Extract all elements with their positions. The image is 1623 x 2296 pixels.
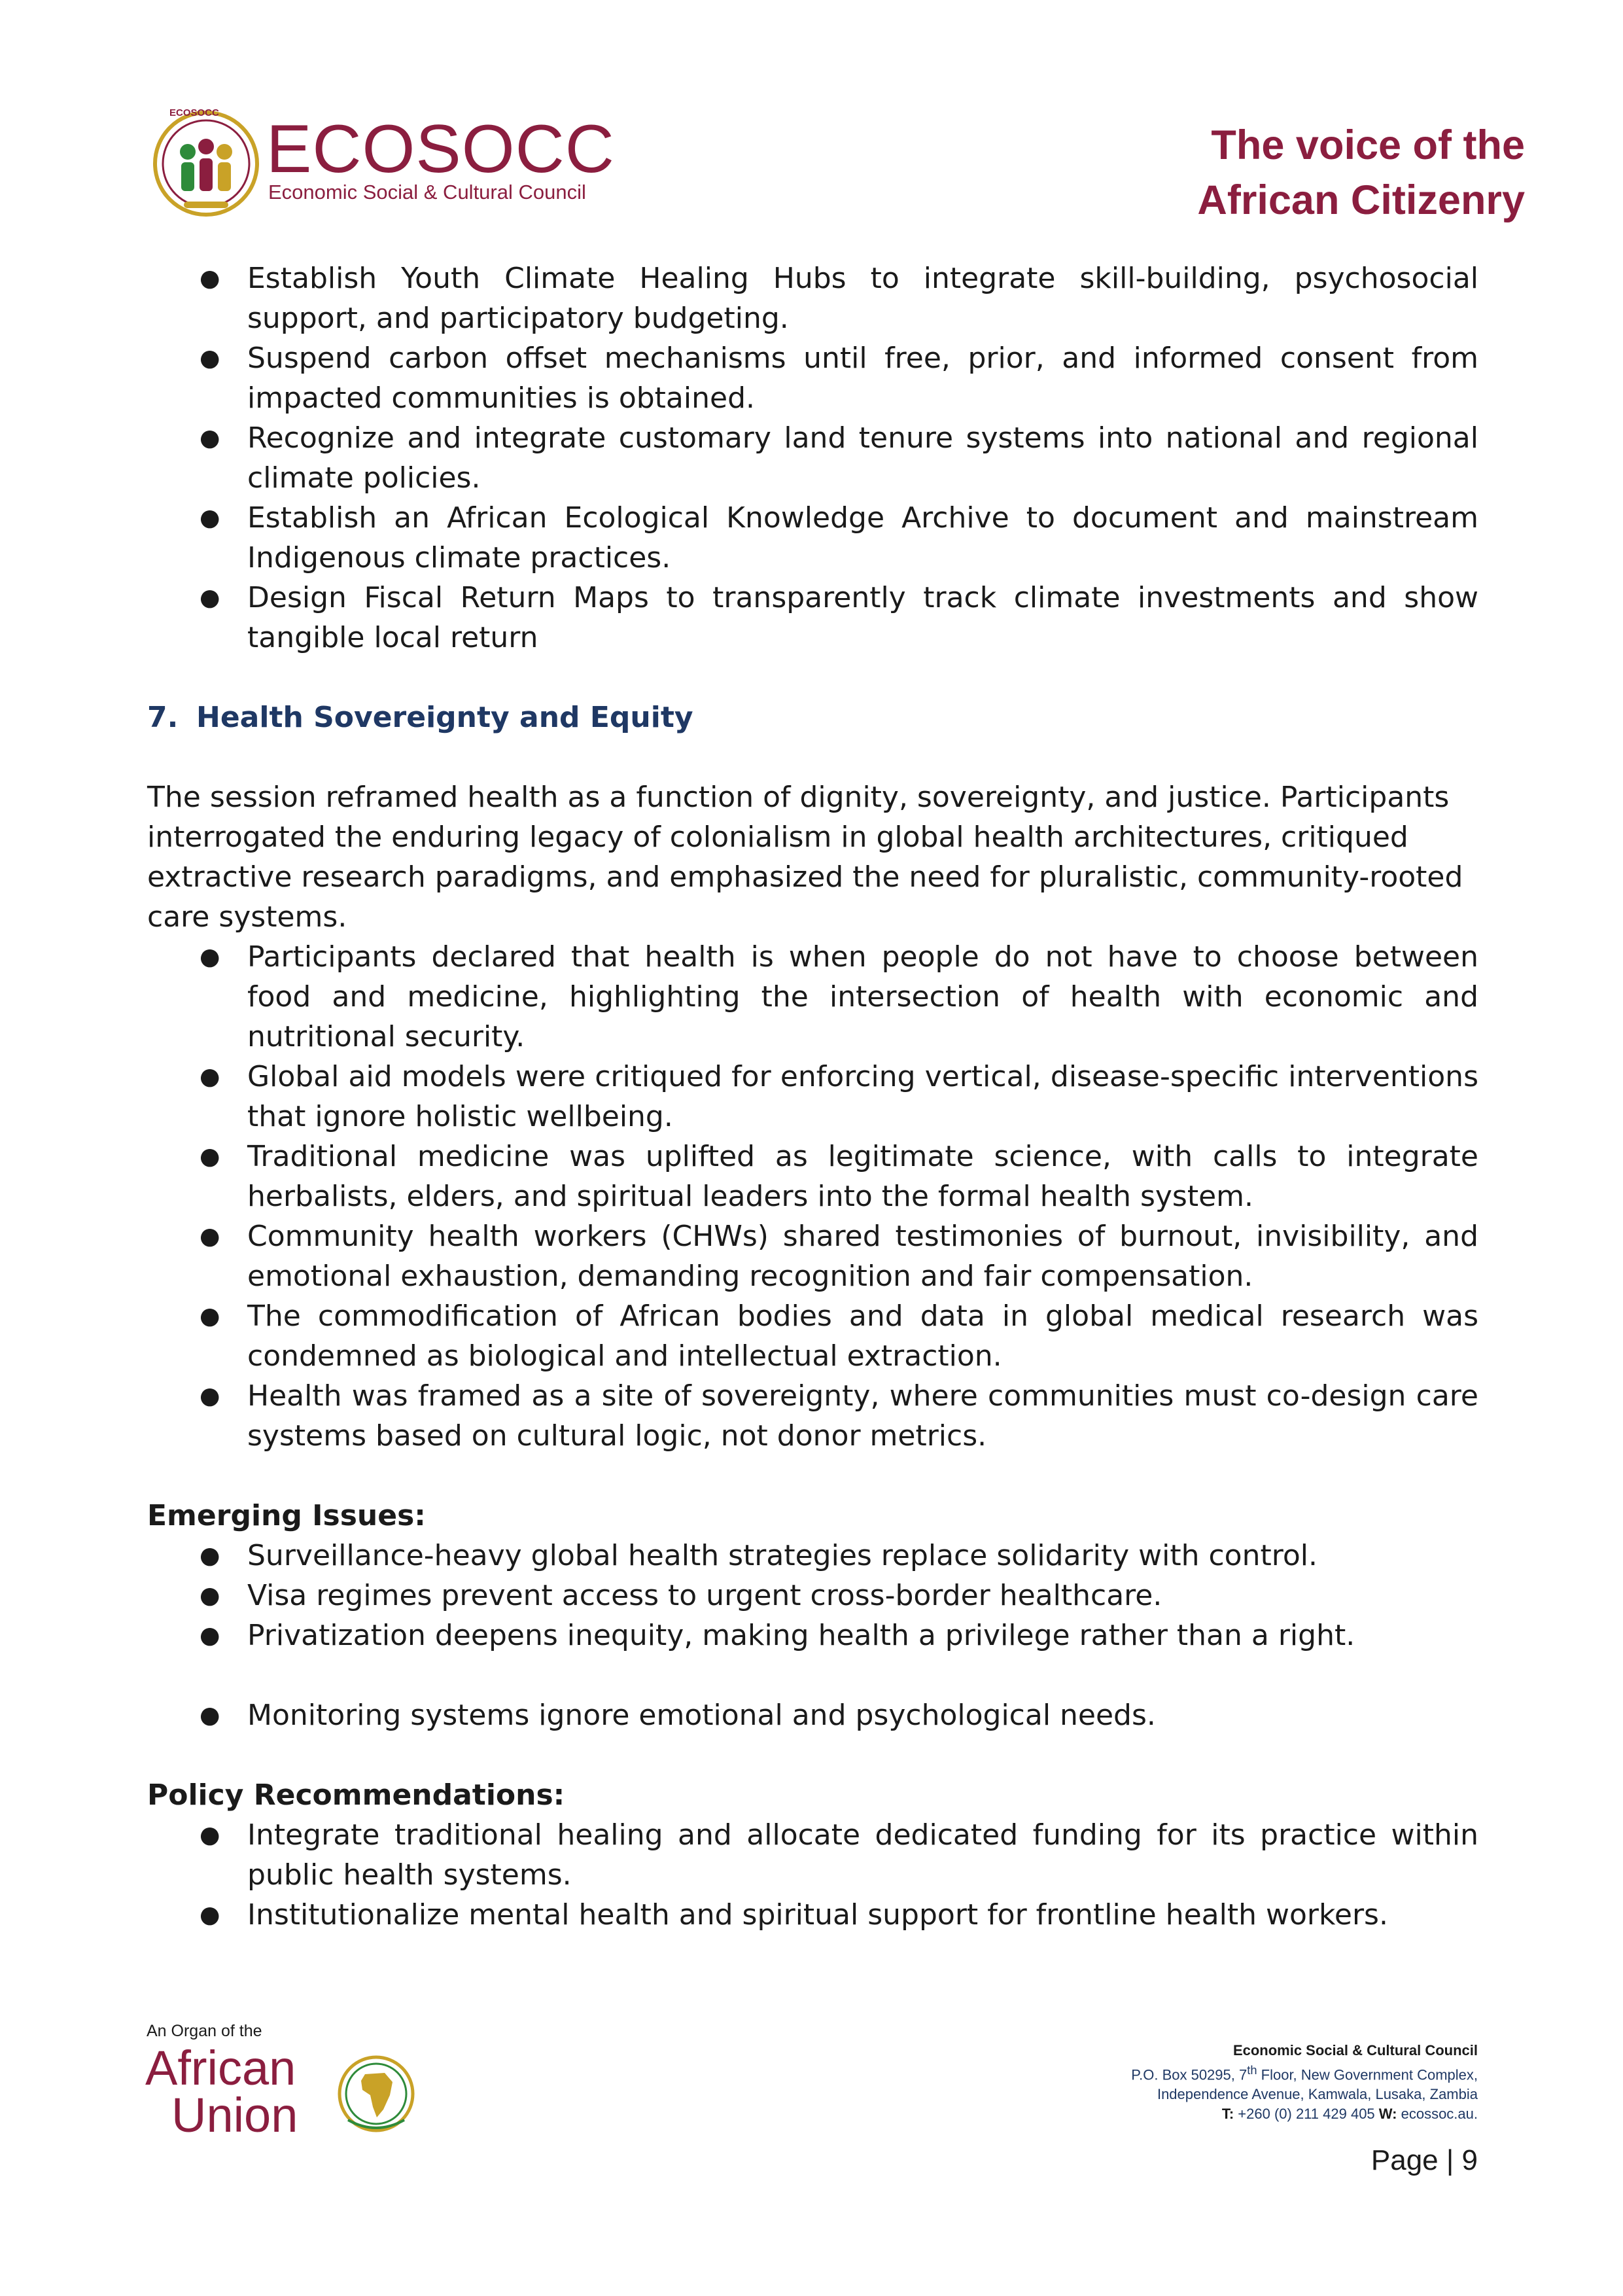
address-part: P.O. Box 50295, 7 (1131, 2066, 1248, 2083)
tagline-line-2: African Citizenry (1197, 177, 1525, 223)
section-number: 7. (147, 701, 179, 734)
au-union-label: Union (171, 2088, 298, 2142)
list-item (147, 1137, 1478, 1216)
au-organ-label: An Organ of the (147, 2022, 262, 2040)
au-african-label: African (145, 2041, 296, 2095)
logo-arc-text: ECOSOCC (169, 107, 219, 118)
tagline-line-1: The voice of the (1211, 122, 1525, 168)
health-findings-list (147, 937, 1478, 1456)
list-item-text: The commodification of African bodies and data in global medical research was condemned as biological and intellectual extraction. (247, 1299, 1478, 1373)
footer-address-line-1 (1131, 2060, 1478, 2085)
ecosocc-logo (147, 98, 615, 229)
list-item-text: Establish Youth Climate Healing Hubs to integrate skill-building, psychosocial support, and participatory budgeting. (247, 262, 1478, 335)
list-item (147, 1216, 1478, 1296)
bullet-icon: ● (200, 584, 220, 611)
bullet-icon: ● (200, 1143, 220, 1170)
list-item (147, 578, 1478, 658)
list-item (147, 1536, 1478, 1576)
list-item-text: Global aid models were critiqued for enforcing vertical, disease-specific interventions that ignore holistic wellbeing. (247, 1060, 1478, 1133)
policy-recommendations-heading: Policy Recommendations: (147, 1778, 565, 1812)
phone-label: T: (1221, 2106, 1234, 2123)
list-item-text: Establish an African Ecological Knowledge Archive to document and mainstream Indigenous climate practices. (247, 501, 1478, 574)
list-item-text: Participants declared that health is when people do not have to choose between food and medicine, highlighting the intersection of health with economic and nutritional security. (247, 940, 1478, 1053)
address-sup: th (1247, 2063, 1257, 2077)
african-union-logo (145, 2022, 420, 2153)
bullet-icon: ● (200, 425, 220, 451)
bullet-icon: ● (200, 1542, 220, 1569)
header-tagline (1197, 118, 1525, 228)
bullet-icon: ● (200, 1622, 220, 1649)
list-item (147, 1576, 1478, 1616)
bullet-icon: ● (200, 1383, 220, 1409)
footer-contact-line (1131, 2104, 1478, 2124)
bullet-icon: ● (200, 1582, 220, 1609)
section-intro: The session reframed health as a function of dignity, sovereignty, and justice. Participants interrogated the enduring legacy of colonialism in global health architectures, critiqued extractive research paradigms, and emphasized the need for pluralistic, community-rooted care systems. (147, 781, 1463, 934)
phone-number: +260 (0) 211 429 405 (1234, 2106, 1379, 2123)
list-item (147, 1296, 1478, 1376)
bullet-icon: ● (200, 1303, 220, 1330)
list-item-text: Recognize and integrate customary land tenure systems into national and regional climate policies. (247, 421, 1478, 495)
section-title: Health Sovereignty and Equity (196, 701, 693, 734)
climate-recommendations-list (147, 258, 1478, 658)
list-item-text: Design Fiscal Return Maps to transparently track climate investments and show tangible local return (247, 581, 1478, 654)
list-item (147, 1895, 1478, 1935)
emerging-issues-list-continued (147, 1695, 1478, 1735)
list-item-text: Traditional medicine was uplifted as legitimate science, with calls to integrate herbalists, elders, and spiritual leaders into the formal health system. (247, 1140, 1478, 1213)
document-body (147, 258, 1478, 1935)
list-item (147, 1376, 1478, 1456)
list-item (147, 1057, 1478, 1137)
bullet-icon: ● (200, 1063, 220, 1090)
list-item (147, 1616, 1478, 1655)
bullet-icon: ● (200, 345, 220, 372)
list-item-text: Visa regimes prevent access to urgent cross-border healthcare. (247, 1579, 1162, 1612)
list-item-text: Surveillance-heavy global health strategies replace solidarity with control. (247, 1539, 1318, 1572)
list-item-text: Suspend carbon offset mechanisms until free, prior, and informed consent from impacted communities is obtained. (247, 342, 1478, 415)
list-item-text: Monitoring systems ignore emotional and psychological needs. (247, 1699, 1156, 1732)
list-item-text: Health was framed as a site of sovereignty, where communities must co-design care systems based on cultural logic, not donor metrics. (247, 1379, 1478, 1453)
section-heading (147, 698, 1478, 737)
policy-recommendations-list (147, 1815, 1478, 1935)
list-item-text: Integrate traditional healing and allocate dedicated funding for its practice within public health systems. (247, 1818, 1478, 1892)
emerging-issues-heading: Emerging Issues: (147, 1499, 426, 1532)
list-item (147, 937, 1478, 1057)
list-item (147, 1815, 1478, 1895)
bullet-icon: ● (200, 1901, 220, 1928)
bullet-icon: ● (200, 1223, 220, 1250)
list-item-text: Institutionalize mental health and spiritual support for frontline health workers. (247, 1898, 1388, 1932)
bullet-icon: ● (200, 944, 220, 970)
african-union-emblem-icon (334, 2049, 419, 2141)
footer-address (1131, 2041, 1478, 2124)
page-number: Page | 9 (1370, 2144, 1478, 2176)
bullet-icon: ● (200, 504, 220, 531)
list-item (147, 338, 1478, 418)
list-item-text: Community health workers (CHWs) shared testimonies of burnout, invisibility, and emotional exhaustion, demanding recognition and fair compensation. (247, 1220, 1478, 1293)
footer-org-name: Economic Social & Cultural Council (1232, 2042, 1478, 2058)
website-link[interactable]: ecossoc.au. (1397, 2106, 1478, 2123)
logo-wordmark: ECOSOCC (266, 111, 615, 187)
web-label: W: (1378, 2106, 1397, 2123)
logo-subtitle: Economic Social & Cultural Council (268, 181, 586, 203)
list-item (147, 258, 1478, 338)
list-item (147, 1695, 1478, 1735)
list-item-text: Privatization deepens inequity, making health a privilege rather than a right. (247, 1619, 1355, 1652)
spacer (147, 1655, 1478, 1695)
emerging-issues-list (147, 1536, 1478, 1655)
bullet-icon: ● (200, 1702, 220, 1729)
address-part: Floor, New Government Complex, (1257, 2066, 1478, 2083)
footer-address-line-2: Independence Avenue, Kamwala, Lusaka, Zambia (1157, 2086, 1478, 2103)
bullet-icon: ● (200, 1822, 220, 1848)
list-item (147, 498, 1478, 578)
bullet-icon: ● (200, 265, 220, 292)
list-item (147, 418, 1478, 498)
